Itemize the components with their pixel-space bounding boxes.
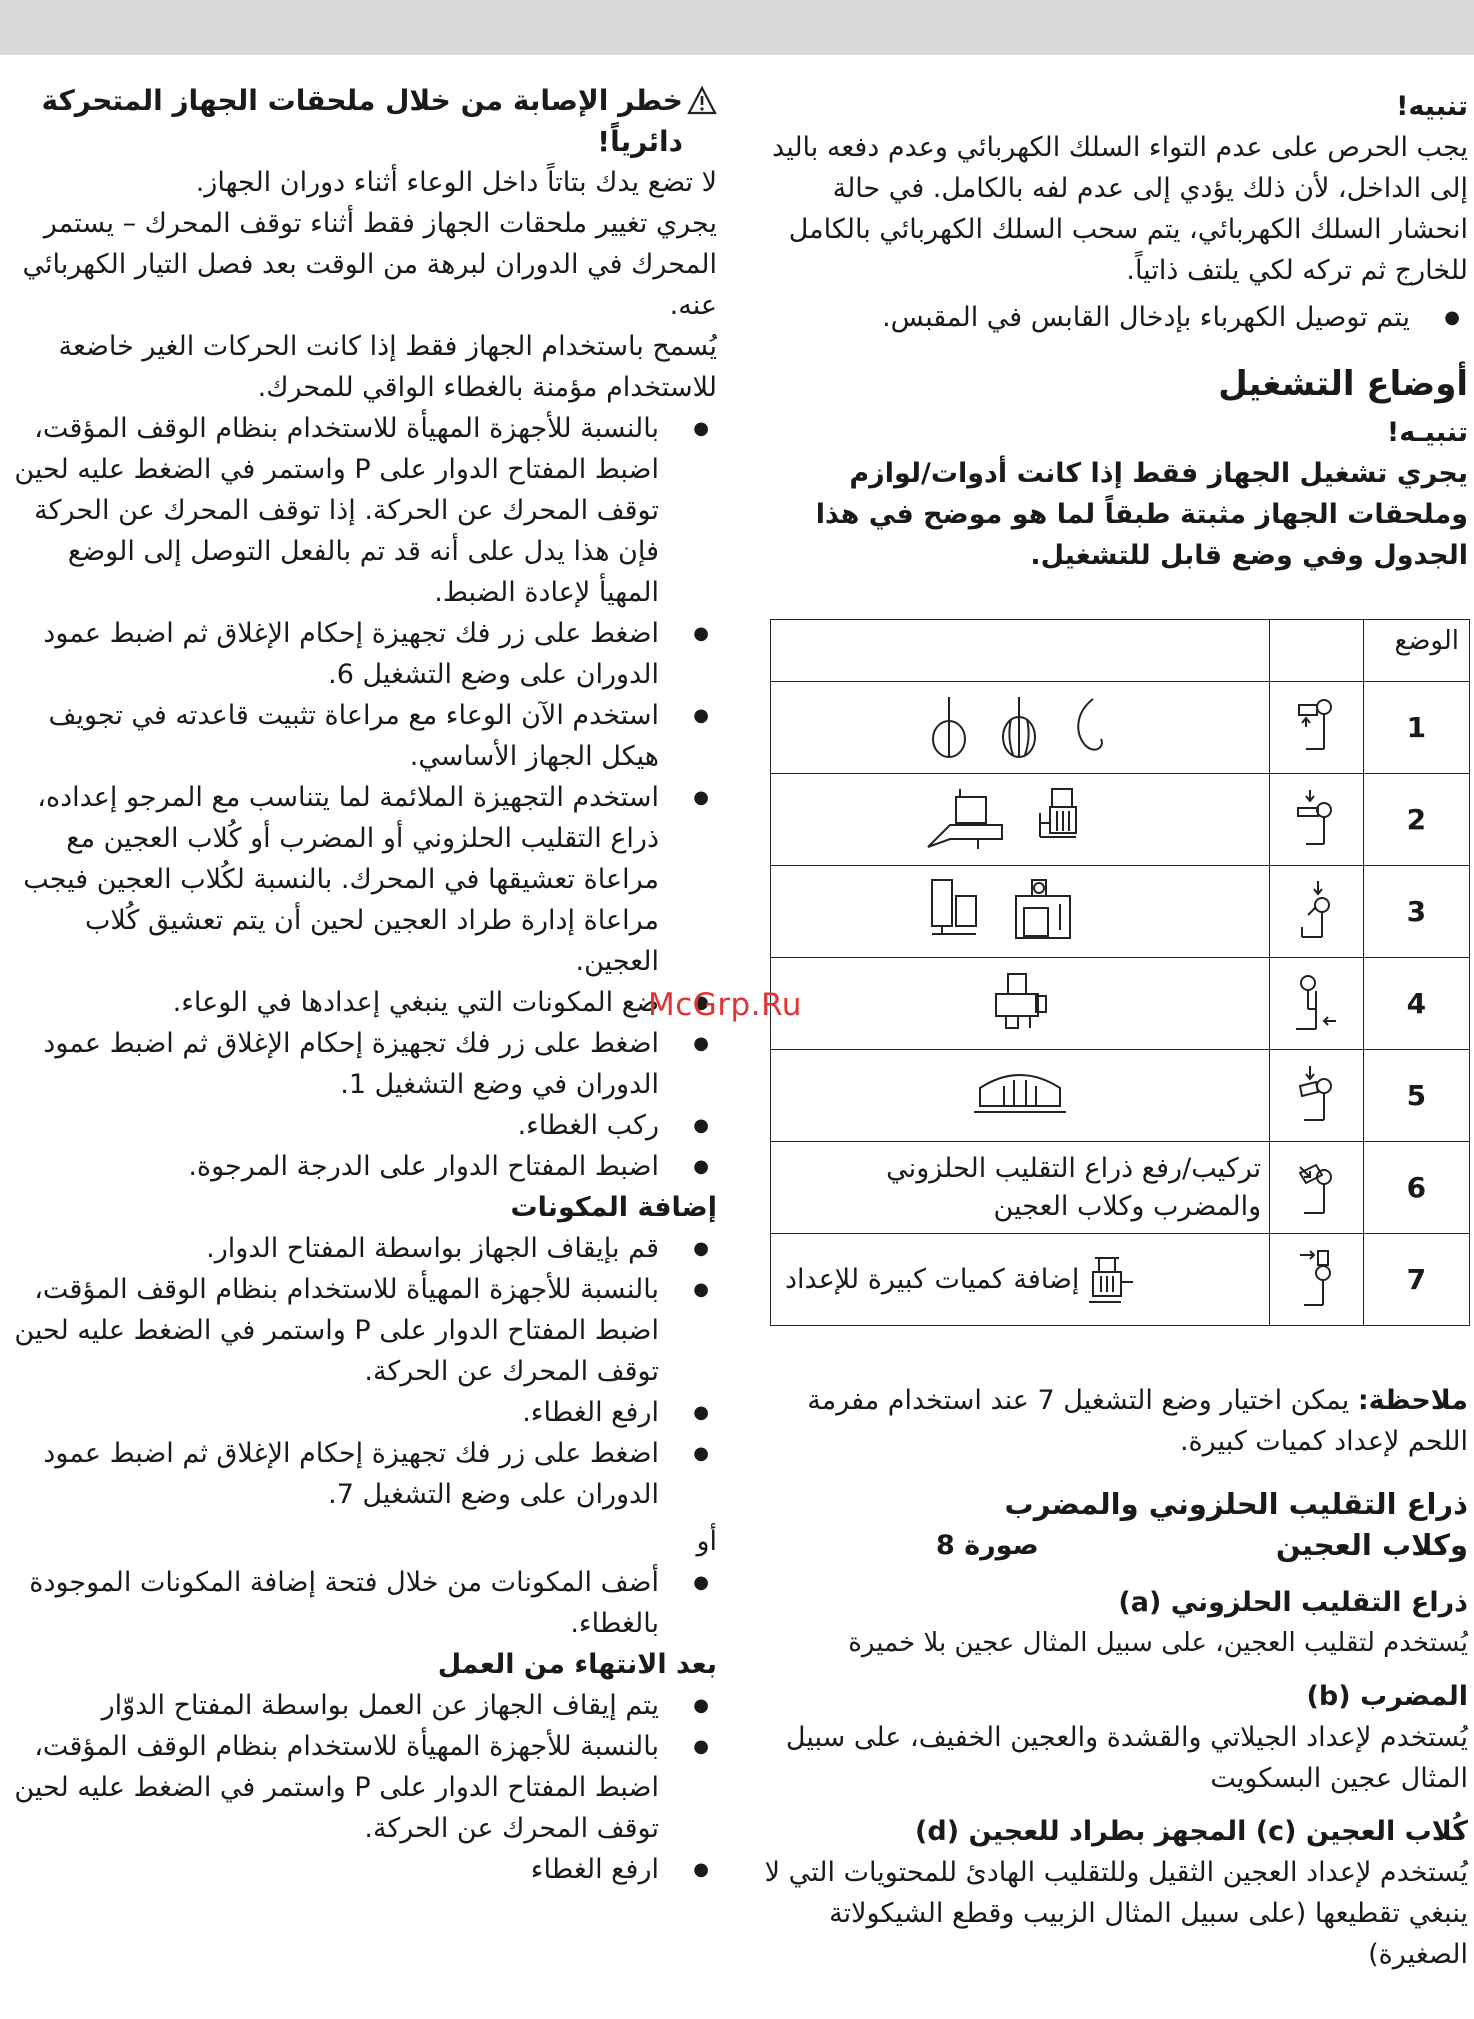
caution-heading: تنبيه! (1396, 91, 1468, 122)
mode7-text: إضافة كميات كبيرة للإعداد (785, 1263, 1080, 1295)
list-item: ● بالنسبة للأجهزة المهيأة للاستخدام بنظام الوقف المؤقت، اضبط المفتاح الدوار على P واستمر في الضغط عليه لحين توقف المحرك عن الحركة. (3, 1726, 717, 1849)
list-item: ● استخدم الآن الوعاء مع مراعاة تثبيت قاعدته في تجويف هيكل الجهاز الأساسي. (3, 695, 717, 777)
list-item: ● أضف المكونات من خلال فتحة إضافة المكونات الموجودة بالغطاء. (3, 1562, 717, 1644)
arm-rear-icon (1270, 958, 1364, 1050)
top-gray-band (0, 0, 1474, 55)
kneader-heading: كُلاب العجين (c) المجهز بطراد للعجين (d) (915, 1816, 1468, 1847)
mode-number: 7 (1363, 1234, 1469, 1326)
adding-heading: إضافة المكونات (510, 1192, 717, 1223)
kneading-hook-icon (1078, 699, 1102, 750)
mode-number: 1 (1363, 682, 1469, 774)
list-item: ● ضع المكونات التي ينبغي إعدادها في الوعاء. (3, 982, 717, 1023)
mode-number: 2 (1363, 774, 1469, 866)
list-item: ● يتم إيقاف الجهاز عن العمل بواسطة المفتاح الدوّار (3, 1685, 717, 1726)
mode6-text-line1: تركيب/رفع ذراع التقليب الحلزوني (886, 1152, 1262, 1184)
arm-tilted-icon (1270, 1050, 1364, 1142)
list-item: ● ارفع الغطاء (3, 1849, 717, 1890)
whisk-icon (1003, 697, 1035, 757)
left-column (3, 80, 717, 1890)
tools-heading-line2: وكلاب العجين (1275, 1528, 1468, 1562)
vegetable-cutter-icon (928, 789, 1002, 849)
operating-modes-table (770, 619, 1470, 1326)
list-item: ● اضغط على زر فك تجهيزة إحكام الإغلاق ثم اضبط عمود الدوران على وضع التشغيل 7. (3, 1433, 717, 1515)
arm-swing-icon (1270, 1142, 1364, 1234)
table-row (771, 682, 1470, 774)
power-bullet: ● يتم توصيل الكهرباء بإدخال القابس في المقبس. (760, 297, 1468, 338)
table-row (771, 958, 1470, 1050)
right-column-lower (756, 1380, 1468, 1975)
mode-number: 6 (1363, 1142, 1469, 1234)
mode6-text-line2: والمضرب وكلاب العجين (993, 1190, 1262, 1222)
after-work-heading: بعد الانتهاء من العمل (437, 1649, 717, 1680)
mode-number: 3 (1363, 866, 1469, 958)
caution2-heading: تنبيـه! (1386, 417, 1468, 448)
picture-ref: صورة 8 (936, 1530, 1039, 1561)
watermark: McGrp.Ru (648, 987, 802, 1023)
table-header-mode: الوضع (1363, 620, 1469, 682)
note-label: ملاحظة: (1357, 1385, 1468, 1416)
warning-triangle-icon (687, 86, 717, 116)
list-item: ● قم بإيقاف الجهاز بواسطة المفتاح الدوار. (3, 1228, 717, 1269)
dough-hook-icon (933, 697, 965, 757)
mode-number: 5 (1363, 1050, 1469, 1142)
list-item: ● بالنسبة للأجهزة المهيأة للاستخدام بنظام الوقف المؤقت، اضبط المفتاح الدوار على P واستمر في الضغط عليه لحين توقف المحرك عن الحركة. (3, 1269, 717, 1392)
blender-icon (932, 880, 976, 934)
table-row (771, 1050, 1470, 1142)
food-processor-icon (1016, 880, 1070, 938)
note (756, 1380, 1468, 1462)
tools-heading-line1: ذراع التقليب الحلزوني والمضرب (1004, 1487, 1468, 1521)
arm-lowering-icon (1270, 774, 1364, 866)
table-row (771, 1142, 1470, 1234)
table-row (771, 866, 1470, 958)
warning-paragraph: يجري تغيير ملحقات الجهاز فقط أثناء توقف المحرك – يستمر المحرك في الدوران لبرهة من الوقت بعد فصل التيار الكهربائي عنه. (22, 208, 717, 321)
kneader-text: يُستخدم لإعداد العجين الثقيل وللتقليب الهادئ للمحتويات التي لا ينبغي تقطيعها (على سبيل المثال الزبيب وقطع الشيكولاتة الصغيرة) (764, 1857, 1468, 1970)
note-text: يمكن اختيار وضع التشغيل 7 عند استخدام مفرمة اللحم لإعداد كميات كبيرة. (807, 1385, 1468, 1457)
list-item: ● اضبط المفتاح الدوار على الدرجة المرجوة. (3, 1146, 717, 1187)
caution-text: يجب الحرص على عدم التواء السلك الكهربائي وعدم دفعه باليد إلى الداخل، لأن ذلك يؤدي إلى عدم لفه بالكامل. في حالة انحشار السلك الكهربائي، يتم سحب السلك الكهربائي بالكامل للخارج ثم تركه لكي يلتف ذاتياً. (772, 132, 1468, 286)
list-item: ● ارفع الغطاء. (3, 1392, 717, 1433)
or-text: أو (696, 1526, 717, 1557)
warning-paragraph: لا تضع يدك بتاتاً داخل الوعاء أثناء دوران الجهاز. (195, 167, 717, 198)
dough-hook-text: يُستخدم لتقليب العجين، على سبيل المثال عجين بلا خميرة (848, 1628, 1468, 1658)
citrus-press-icon (974, 1075, 1066, 1112)
right-column (760, 86, 1468, 576)
mode-number: 4 (1363, 958, 1469, 1050)
caution2-text: يجري تشغيل الجهاز فقط إذا كانت أدوات/لوازم وملحقات الجهاز مثبتة طبقاً لما هو موضح في هذا الجدول وفي وضع قابل للتشغيل. (815, 458, 1468, 571)
list-item: ● اضغط على زر فك تجهيزة إحكام الإغلاق ثم اضبط عمود الدوران في وضع التشغيل 1. (3, 1023, 717, 1105)
table-header-row (771, 620, 1470, 682)
whisk-text: يُستخدم لإعداد الجيلاتي والقشدة والعجين الخفيف، على سبيل المثال عجين البسكويت (785, 1722, 1468, 1794)
list-item: ● اضغط على زر فك تجهيزة إحكام الإغلاق ثم اضبط عمود الدوران على وضع التشغيل 6. (3, 613, 717, 695)
list-item: ● بالنسبة للأجهزة المهيأة للاستخدام بنظام الوقف المؤقت، اضبط المفتاح الدوار على P واستمر في الضغط عليه لحين توقف المحرك عن الحركة. إذا توقف المحرك عن الحركة فإن هذا يدل على أنه قد تم بالفعل التوصل إلى الوضع المهيأ لإعادة الضبط. (3, 408, 717, 613)
arm-down-icon (1270, 866, 1364, 958)
table-row (771, 774, 1470, 866)
warning-paragraph: يُسمح باستخدام الجهاز فقط إذا كانت الحركات الغير خاضعة للاستخدام مؤمنة بالغطاء الواقي للمحرك. (58, 331, 717, 403)
grain-mill-icon (996, 974, 1046, 1028)
meat-mincer-icon (1087, 1252, 1143, 1308)
list-item: ● ركب الغطاء. (3, 1105, 717, 1146)
arm-up-arrow-icon (1270, 682, 1364, 774)
meat-mincer-icon (1040, 789, 1076, 837)
warning-title: خطر الإصابة من خلال ملحقات الجهاز المتحركة دائرياً! (41, 84, 683, 158)
whisk-heading: المضرب (b) (1306, 1681, 1468, 1712)
modes-title: أوضاع التشغيل (1218, 364, 1468, 404)
table-row (771, 1234, 1470, 1326)
dough-hook-heading: ذراع التقليب الحلزوني (a) (1118, 1587, 1468, 1618)
arm-front-arrow-icon (1270, 1234, 1364, 1326)
list-item: ● استخدم التجهيزة الملائمة لما يتناسب مع المرجو إعداده، ذراع التقليب الحلزوني أو المضرب أو كُلاب العجين مع مراعاة تعشيقها في المحرك. بالنسبة لكُلاب العجين فيجب مراعاة إدارة طراد العجين لحين أن يتم تعشيق كُلاب العجين. (3, 777, 717, 982)
